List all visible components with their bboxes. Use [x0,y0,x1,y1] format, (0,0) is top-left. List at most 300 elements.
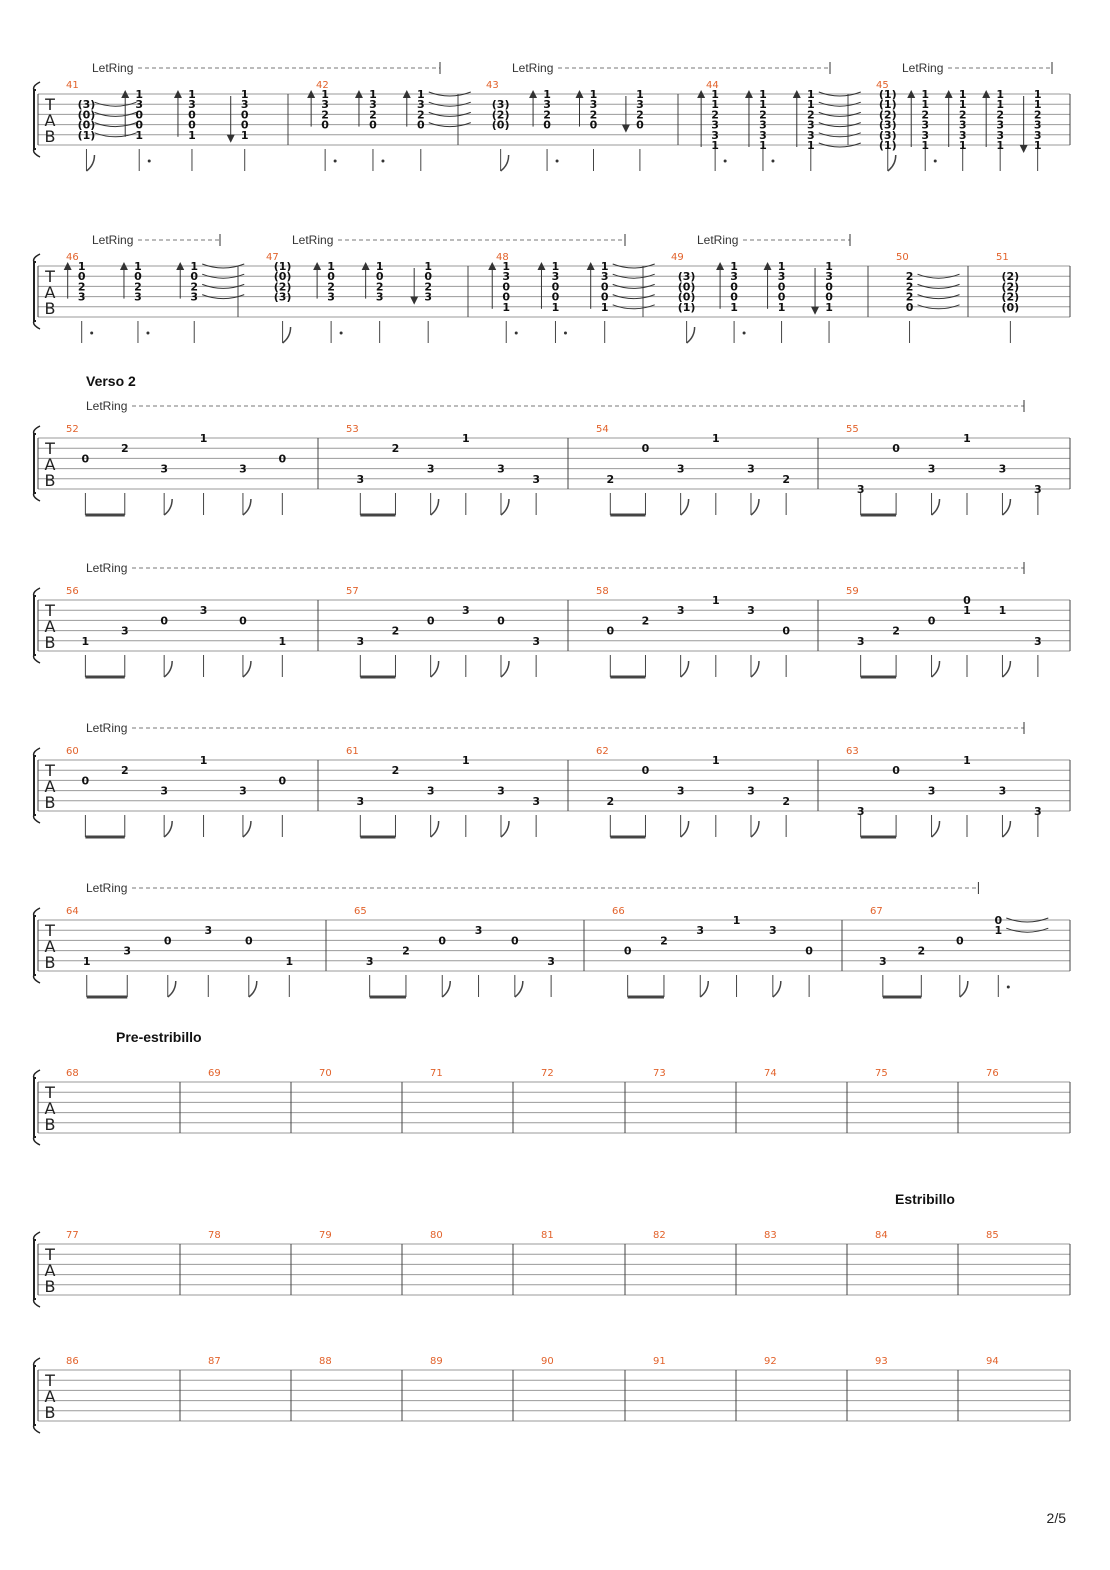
fret-number: 2 [77,280,86,294]
fret-number: 0 [135,108,144,122]
fret-number: 2 [424,280,433,294]
fret-number: 0 [777,280,786,294]
fret-number: 0 [188,118,196,132]
fret-number: 0 [825,280,833,294]
fret-number: (0) [677,280,696,294]
let-ring-label: LetRing [292,233,334,247]
eighth-flag [243,661,251,677]
fret-number: 0 [188,108,196,122]
fret-number: 0 [641,442,650,456]
fret-number: 2 [641,614,650,628]
fret-number: 2 [589,108,598,122]
fret-number: 2 [327,280,335,294]
fret-number: 2 [759,108,767,122]
measure-number: 55 [846,424,859,435]
fret-number: (2) [1001,290,1020,304]
measure-number: 90 [541,1356,554,1367]
tab-clef-letter: B [44,1403,56,1422]
fret-number: (0) [77,108,96,122]
measure-number: 91 [653,1356,666,1367]
fret-number: 3 [240,98,249,112]
fret-number: 3 [998,784,1007,798]
fret-number: 0 [240,118,249,132]
measure-number: 94 [986,1356,999,1367]
fret-number: (2) [1001,270,1020,284]
eighth-flag [168,981,176,997]
fret-number: 2 [782,472,790,486]
fret-number: 3 [416,98,425,112]
fret-number: 1 [759,98,767,112]
fret-number: 3 [958,118,967,132]
fret-number: 3 [160,462,168,476]
fret-number: 3 [551,270,560,284]
measure-number: 65 [354,906,367,917]
fret-number: 1 [589,88,598,101]
fret-number: 0 [641,764,650,778]
measure-number: 92 [764,1356,777,1367]
fret-number: 1 [199,754,208,767]
fret-number: 1 [730,260,738,273]
strum-down-icon [1020,145,1028,153]
fret-number: 1 [711,432,720,445]
fret-number: 1 [806,98,815,112]
tab-clef-letter: B [44,633,56,652]
fret-number: 0 [730,290,738,304]
fret-number: (3) [677,270,696,284]
fret-number: 2 [905,270,914,284]
fret-number: 1 [502,300,511,314]
fret-number: 1 [996,88,1005,101]
augmentation-dot [146,332,149,335]
tab-clef-letter: T [45,1371,55,1390]
fret-number: 1 [461,432,470,445]
eighth-flag [431,821,439,837]
fret-number: 3 [474,924,483,938]
fret-number: 3 [547,954,555,968]
fret-number: 3 [636,98,644,112]
eighth-flag [501,821,509,837]
measure-number: 59 [846,586,859,597]
fret-number: 1 [461,754,470,767]
eighth-flag [501,499,509,515]
fret-number: 1 [958,98,967,112]
fret-number: 0 [805,944,813,958]
measure-number: 81 [541,1230,554,1241]
let-ring-label: LetRing [92,61,134,75]
fret-number: 3 [375,290,384,304]
measure-number: 76 [986,1068,999,1079]
eighth-flag [283,327,291,343]
fret-number: 2 [321,108,329,122]
fret-number: 3 [769,924,777,938]
fret-number: 0 [502,290,511,304]
fret-number: 1 [543,88,551,101]
measure-number: 74 [764,1068,777,1079]
tab-system-3 [34,373,1070,515]
fret-number: 0 [416,118,425,132]
fret-number: 0 [825,290,833,304]
fret-number: 1 [963,604,971,618]
fret-number: (0) [491,118,510,132]
augmentation-dot [148,160,151,163]
system-bracket [34,1240,36,1299]
fret-number: 0 [239,614,247,628]
fret-number: (2) [878,108,897,122]
fret-number: 3 [996,118,1005,132]
measure-number: 86 [66,1356,79,1367]
measure-number: 58 [596,586,609,597]
fret-number: 1 [190,260,199,273]
fret-number: 3 [747,604,755,618]
fret-number: 1 [240,88,249,101]
fret-number: 2 [416,108,425,122]
fret-number: 3 [759,118,767,132]
measure-number: 48 [496,252,509,263]
fret-number: 3 [199,604,208,618]
fret-number: 3 [356,472,365,486]
fret-number: 3 [676,784,685,798]
fret-number: 3 [426,462,435,476]
eighth-flag [932,661,940,677]
fret-number: (1) [677,300,696,314]
fret-number: 1 [327,260,335,273]
measure-number: 85 [986,1230,999,1241]
fret-number: 3 [1034,634,1042,648]
eighth-flag [932,821,940,837]
measure-number: 66 [612,906,625,917]
measure-number: 47 [266,252,279,263]
fret-number: 0 [730,280,738,294]
fret-number: 1 [188,88,196,101]
measure-number: 69 [208,1068,221,1079]
fret-number: 1 [996,98,1005,112]
fret-number: 0 [321,118,329,132]
measure-number: 84 [875,1230,888,1241]
fret-number: 3 [239,784,247,798]
fret-number: 3 [190,290,199,304]
tab-clef-letter: A [44,1261,56,1280]
fret-number: 2 [543,108,551,122]
let-ring-label: LetRing [92,233,134,247]
fret-number: 1 [958,88,967,101]
eighth-flag [773,981,781,997]
fret-number: 3 [239,462,247,476]
fret-number: 2 [711,108,719,122]
fret-number: 2 [369,108,377,122]
fret-number: 3 [461,604,470,618]
measure-number: 43 [486,80,499,91]
measure-number: 73 [653,1068,666,1079]
eighth-flag [501,155,509,171]
measure-number: 71 [430,1068,443,1079]
fret-number: 3 [77,290,86,304]
system-bracket [34,756,36,815]
augmentation-dot [564,332,567,335]
fret-number: 3 [1033,128,1042,142]
fret-number: 1 [285,954,294,968]
eighth-flag [249,981,257,997]
strum-down-icon [811,307,819,315]
fret-number: (3) [878,118,897,132]
eighth-flag [932,499,940,515]
system-bracket [34,916,36,975]
eighth-flag [681,499,689,515]
eighth-flag [888,155,896,171]
measure-number: 63 [846,746,859,757]
fret-number: 1 [711,139,719,152]
fret-number: 1 [502,260,511,273]
fret-number: 0 [927,614,936,628]
fret-number: 3 [747,462,755,476]
measure-number: 88 [319,1356,332,1367]
fret-number: 1 [1033,139,1042,152]
page-number: 2/5 [1046,1510,1066,1526]
augmentation-dot [515,332,518,335]
measure-number: 51 [996,252,1009,263]
tab-clef-letter: T [45,267,55,286]
let-ring-label: LetRing [86,399,128,413]
fret-number: 3 [927,784,936,798]
fret-number: 0 [636,118,644,132]
fret-number: (3) [878,128,897,142]
fret-number: 0 [278,452,287,466]
fret-number: 1 [958,139,967,152]
measure-number: 79 [319,1230,332,1241]
fret-number: 3 [497,784,505,798]
tab-clef-letter: B [44,127,56,146]
fret-number: (3) [273,290,292,304]
fret-number: 2 [892,624,900,638]
tab-clef-letter: T [45,1245,55,1264]
eighth-flag [681,821,689,837]
eighth-flag [431,499,439,515]
fret-number: 3 [204,924,213,938]
fret-number: 2 [190,280,199,294]
fret-number: 2 [905,280,914,294]
eighth-flag [164,821,172,837]
fret-number: 0 [543,118,551,132]
fret-number: 2 [1033,108,1042,122]
fret-number: 1 [921,139,930,152]
fret-number: 3 [356,794,365,808]
fret-number: 3 [856,805,865,818]
tab-clef-letter: B [44,793,56,812]
fret-number: 2 [391,624,400,638]
fret-number: 0 [955,934,964,948]
fret-number: 2 [917,944,926,958]
measure-number: 75 [875,1068,888,1079]
eighth-flag [501,661,509,677]
tab-clef-letter: A [44,111,56,130]
fret-number: 3 [135,98,144,112]
fret-number: 3 [1034,483,1042,496]
tab-system-6 [34,881,1070,997]
section-label: Estribillo [895,1191,955,1207]
fret-number: 1 [135,88,144,101]
strum-down-icon [622,125,630,133]
measure-number: 77 [66,1230,79,1241]
fret-number: 1 [424,260,433,273]
fret-number: 1 [416,88,425,101]
tab-clef-letter: A [44,937,56,956]
fret-number: 1 [321,88,329,101]
let-ring-label: LetRing [902,61,944,75]
fret-number: 1 [921,88,930,101]
fret-number: 1 [188,128,196,142]
measure-number: 44 [706,80,719,91]
fret-number: 3 [730,270,738,284]
tab-system-2 [34,233,1070,343]
fret-number: 3 [532,472,540,486]
let-ring-label: LetRing [86,561,128,575]
fret-number: 3 [825,270,833,284]
measure-number: 82 [653,1230,666,1241]
fret-number: 2 [375,280,384,294]
fret-number: 0 [551,280,560,294]
fret-number: 3 [356,634,365,648]
augmentation-dot [556,160,559,163]
fret-number: 0 [438,934,447,948]
measure-number: 67 [870,906,883,917]
fret-number: 0 [994,914,1003,927]
fret-number: (0) [677,290,696,304]
tab-clef-letter: B [44,1115,56,1134]
measure-number: 42 [316,80,329,91]
fret-number: 3 [676,604,685,618]
fret-number: 0 [892,442,900,456]
measure-number: 80 [430,1230,443,1241]
fret-number: 0 [905,300,914,314]
augmentation-dot [334,160,337,163]
fret-number: 1 [994,924,1003,938]
system-bracket [34,1366,36,1425]
fret-number: 0 [502,280,511,294]
augmentation-dot [934,160,937,163]
fret-number: 1 [963,432,971,445]
measure-number: 72 [541,1068,554,1079]
fret-number: 2 [134,280,142,294]
fret-number: 1 [551,260,560,273]
fret-number: 1 [730,300,738,314]
fret-number: 1 [81,634,90,648]
let-ring-label: LetRing [697,233,739,247]
fret-number: 2 [996,108,1005,122]
eighth-flag [442,981,450,997]
measure-number: 57 [346,586,359,597]
fret-number: 0 [600,280,609,294]
fret-number: 1 [711,754,720,767]
fret-number: 0 [190,270,199,284]
fret-number: 3 [532,634,540,648]
fret-number: 1 [636,88,644,101]
fret-number: 0 [244,934,253,948]
fret-number: 1 [1033,98,1042,112]
fret-number: 1 [551,300,560,314]
tab-system-7 [34,1029,1070,1145]
tab-clef-letter: B [44,471,56,490]
augmentation-dot [381,160,384,163]
measure-number: 50 [896,252,909,263]
fret-number: 3 [759,128,767,142]
fret-number: 3 [321,98,329,112]
fret-number: 0 [77,270,86,284]
tab-clef-letter: B [44,299,56,318]
fret-number: 0 [623,944,632,958]
fret-number: 0 [240,108,249,122]
fret-number: 0 [963,594,971,607]
system-bracket [34,596,36,655]
tab-clef-letter: T [45,601,55,620]
fret-number: 3 [996,128,1005,142]
fret-number: 0 [375,270,384,284]
strum-down-icon [227,135,235,143]
tab-clef-letter: A [44,1099,56,1118]
fret-number: 3 [921,118,930,132]
fret-number: 3 [502,270,511,284]
fret-number: (1) [878,139,897,152]
tab-clef-letter: A [44,283,56,302]
fret-number: 3 [927,462,936,476]
fret-number: 0 [777,290,786,304]
fret-number: 1 [825,260,833,273]
eighth-flag [164,499,172,515]
fret-number: 3 [711,118,719,132]
fret-number: 1 [77,260,86,273]
fret-number: 2 [120,764,129,778]
fret-number: 1 [732,914,741,927]
fret-number: (2) [1001,280,1020,294]
tab-system-9 [34,1356,1070,1433]
fret-number: 0 [600,290,609,304]
fret-number: 1 [777,300,786,314]
fret-number: 1 [998,604,1007,618]
measure-number: 78 [208,1230,221,1241]
fret-number: 3 [426,784,435,798]
fret-number: 3 [120,624,129,638]
fret-number: 1 [711,594,720,607]
eighth-flag [751,821,759,837]
fret-number: (0) [77,118,96,132]
system-bracket [34,434,36,493]
fret-number: 3 [921,128,930,142]
fret-number: 2 [402,944,410,958]
fret-number: 3 [160,784,168,798]
fret-number: 3 [856,483,865,496]
fret-number: 2 [905,290,914,304]
measure-number: 62 [596,746,609,757]
measure-number: 61 [346,746,359,757]
eighth-flag [687,327,695,343]
fret-number: 1 [996,139,1005,152]
fret-number: 3 [188,98,196,112]
eighth-flag [164,661,172,677]
measure-number: 56 [66,586,79,597]
fret-number: 2 [606,472,615,486]
tab-clef-letter: B [44,1277,56,1296]
fret-number: 2 [958,108,967,122]
tab-clef-letter: A [44,455,56,474]
fret-number: 0 [551,290,560,304]
fret-number: 0 [163,934,172,948]
fret-number: 0 [369,118,377,132]
fret-number: (2) [273,280,292,294]
tab-system-4 [34,561,1070,677]
fret-number: 3 [696,924,705,938]
augmentation-dot [340,332,343,335]
fret-number: 0 [589,118,598,132]
fret-number: 3 [806,118,815,132]
eighth-flag [700,981,708,997]
